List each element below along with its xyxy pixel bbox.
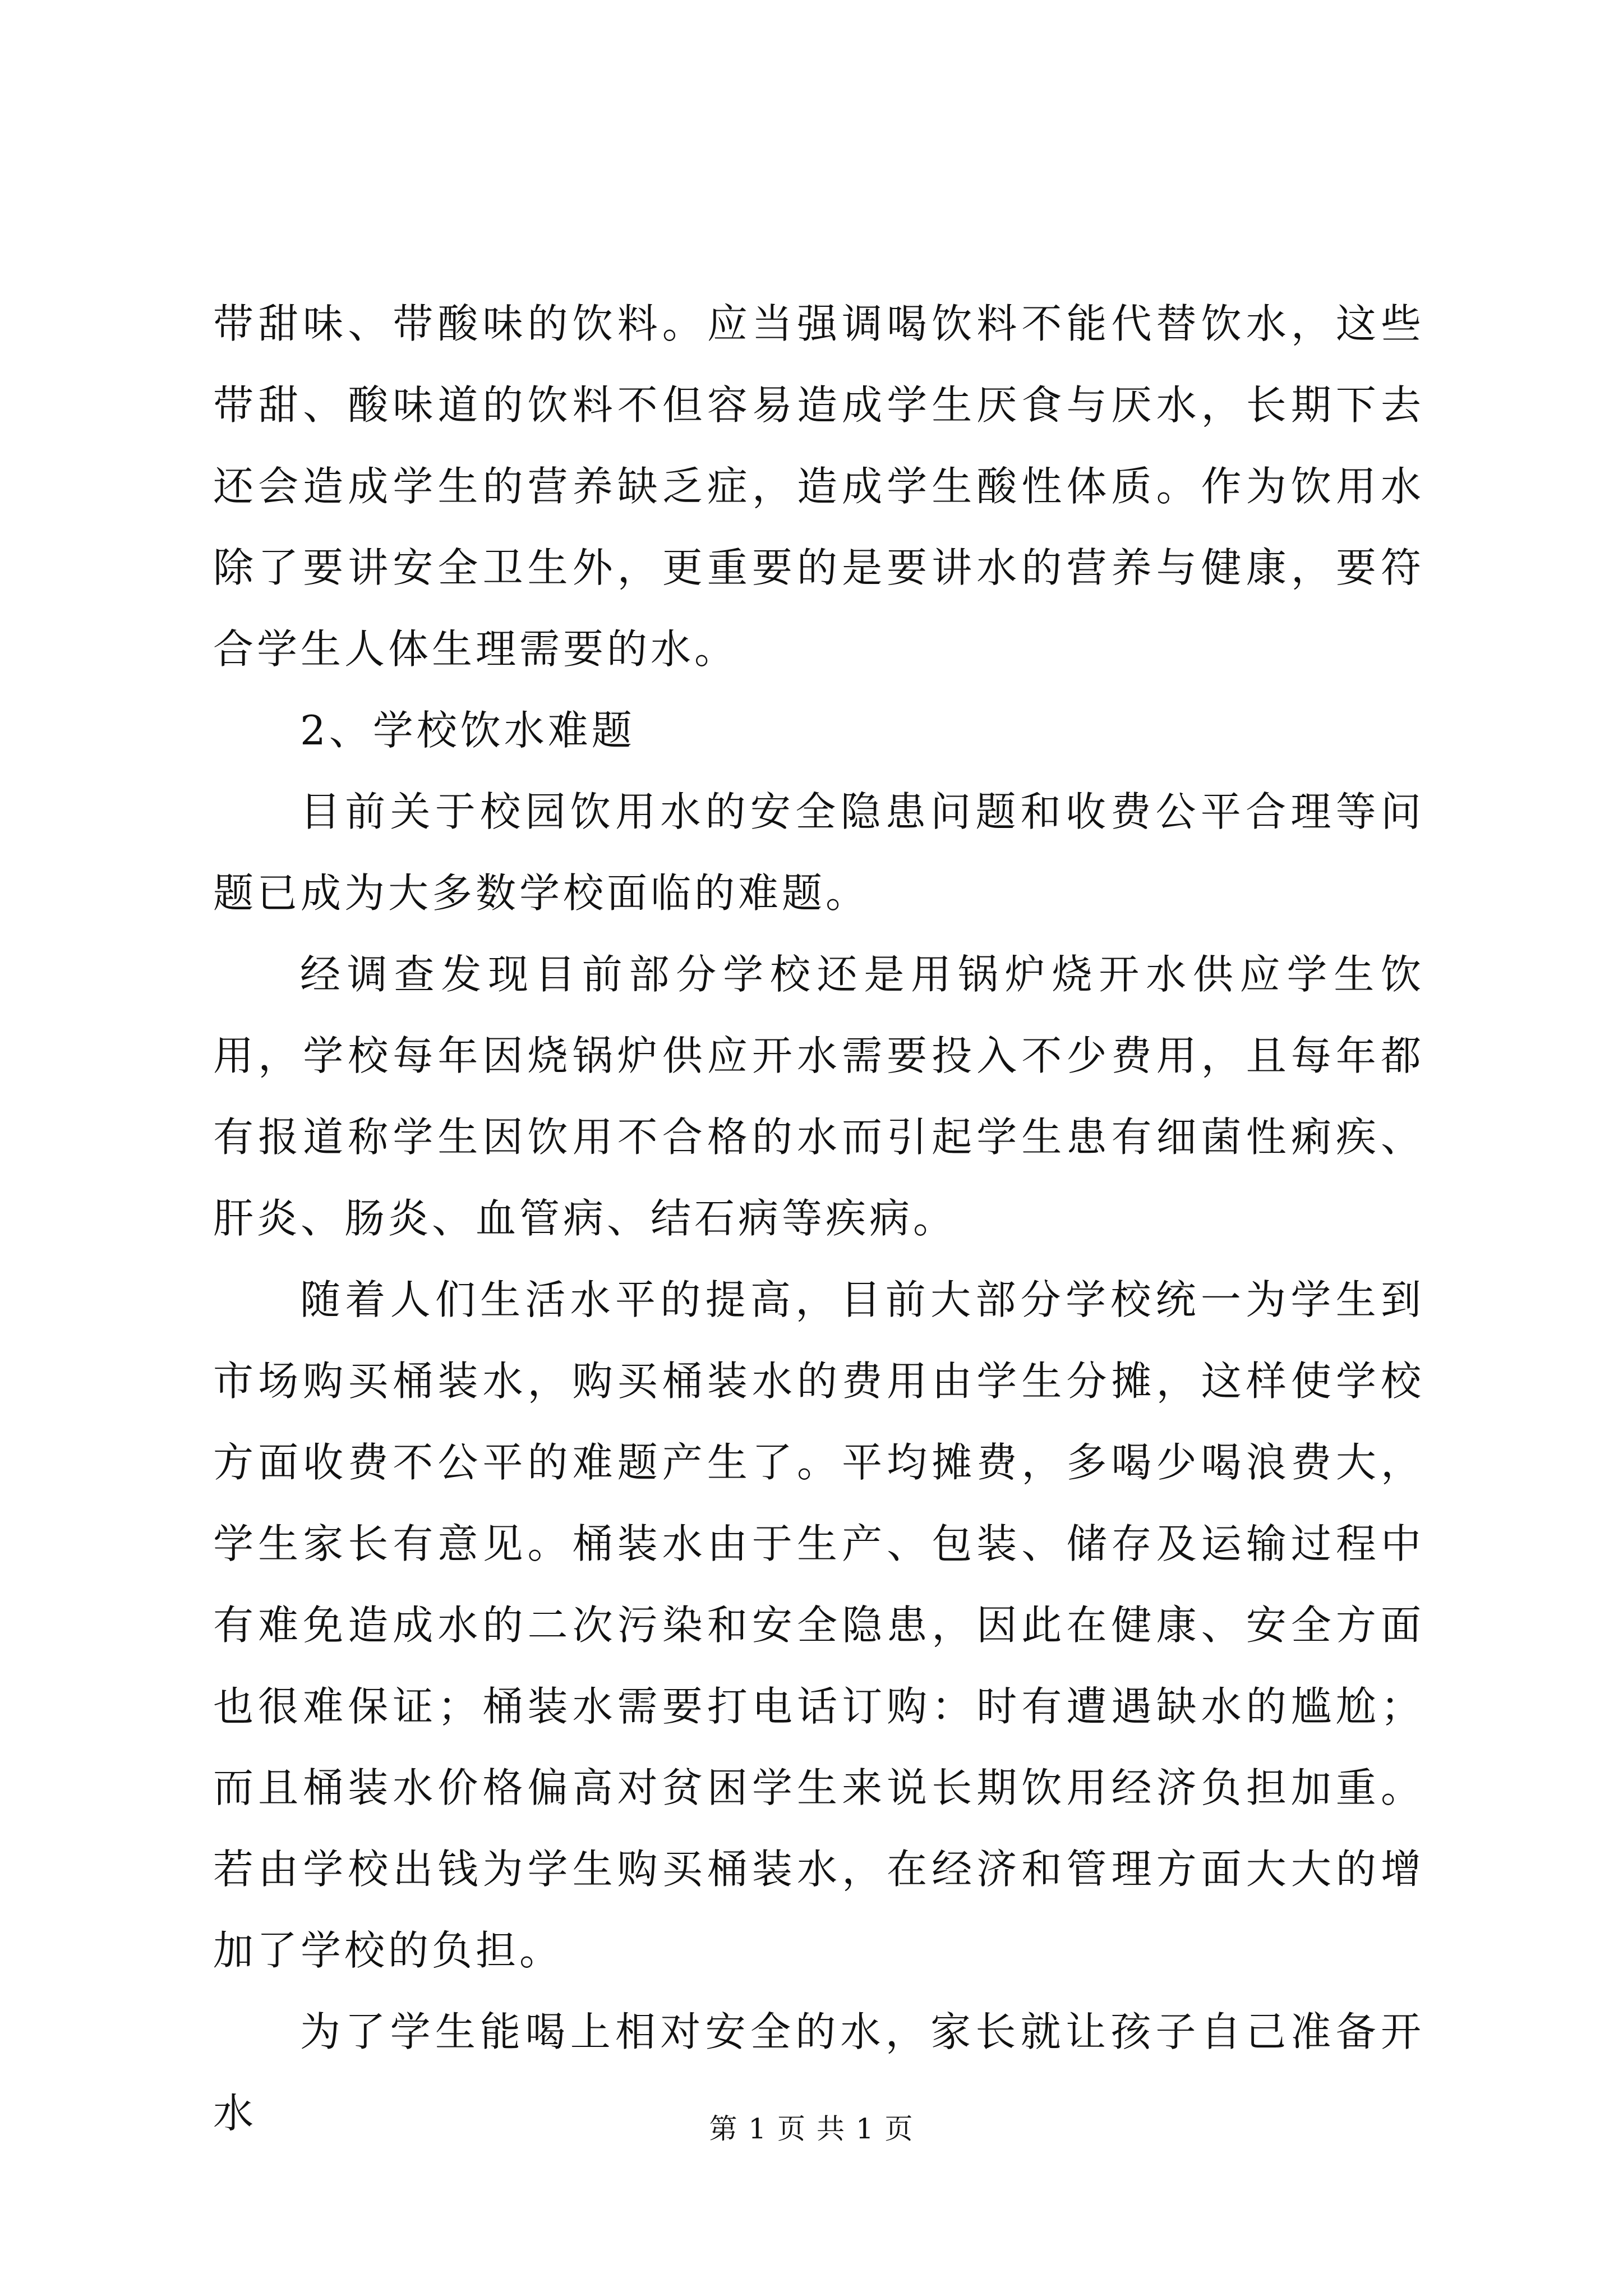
page-footer: 第 1 页 共 1 页 [709, 2113, 914, 2145]
paragraph-5: 为了学生能喝上相对安全的水，家长就让孩子自己准备开水 [213, 2008, 1424, 2137]
paragraph-3: 经调查发现目前部分学校还是用锅炉烧开水供应学生饮用，学校每年因烧锅炉供应开水需要投入不少费用，且每年都有报道称学生因饮用不合格的水而引起学生患有细菌性痢疾、肝炎、肠炎、血管病、结石病等疾病。 [213, 951, 1424, 1242]
paragraph-4: 随着人们生活水平的提高，目前大部分学校统一为学生到市场购买桶装水，购买桶装水的费用由学生分摊，这样使学校方面收费不公平的难题产生了。平均摊费，多喝少喝浪费大，学生家长有意见。桶装水由于生产、包装、储存及运输过程中有难免造成水的二次污染和安全隐患，因此在健康、安全方面也很难保证；桶装水需要打电话订购：时有遭遇缺水的尴尬；而且桶装水价格偏高对贫困学生来说长期饮用经济负担加重。若由学校出钱为学生购买桶装水，在经济和管理方面大大的增加了学校的负担。 [213, 1276, 1424, 1974]
paragraph-1: 带甜味、带酸味的饮料。应当强调喝饮料不能代替饮水，这些带甜、酸味道的饮料不但容易造成学生厌食与厌水，长期下去还会造成学生的营养缺乏症，造成学生酸性体质。作为饮用水除了要讲安全卫生外，更重要的是要讲水的营养与健康，要符合学生人体生理需要的水。 [213, 300, 1424, 673]
document-body [213, 283, 1424, 2154]
paragraph-2: 目前关于校园饮用水的安全隐患问题和收费公平合理等问题已成为大多数学校面临的难题。 [213, 788, 1424, 917]
section-heading: 2、学校饮水难题 [300, 707, 635, 754]
